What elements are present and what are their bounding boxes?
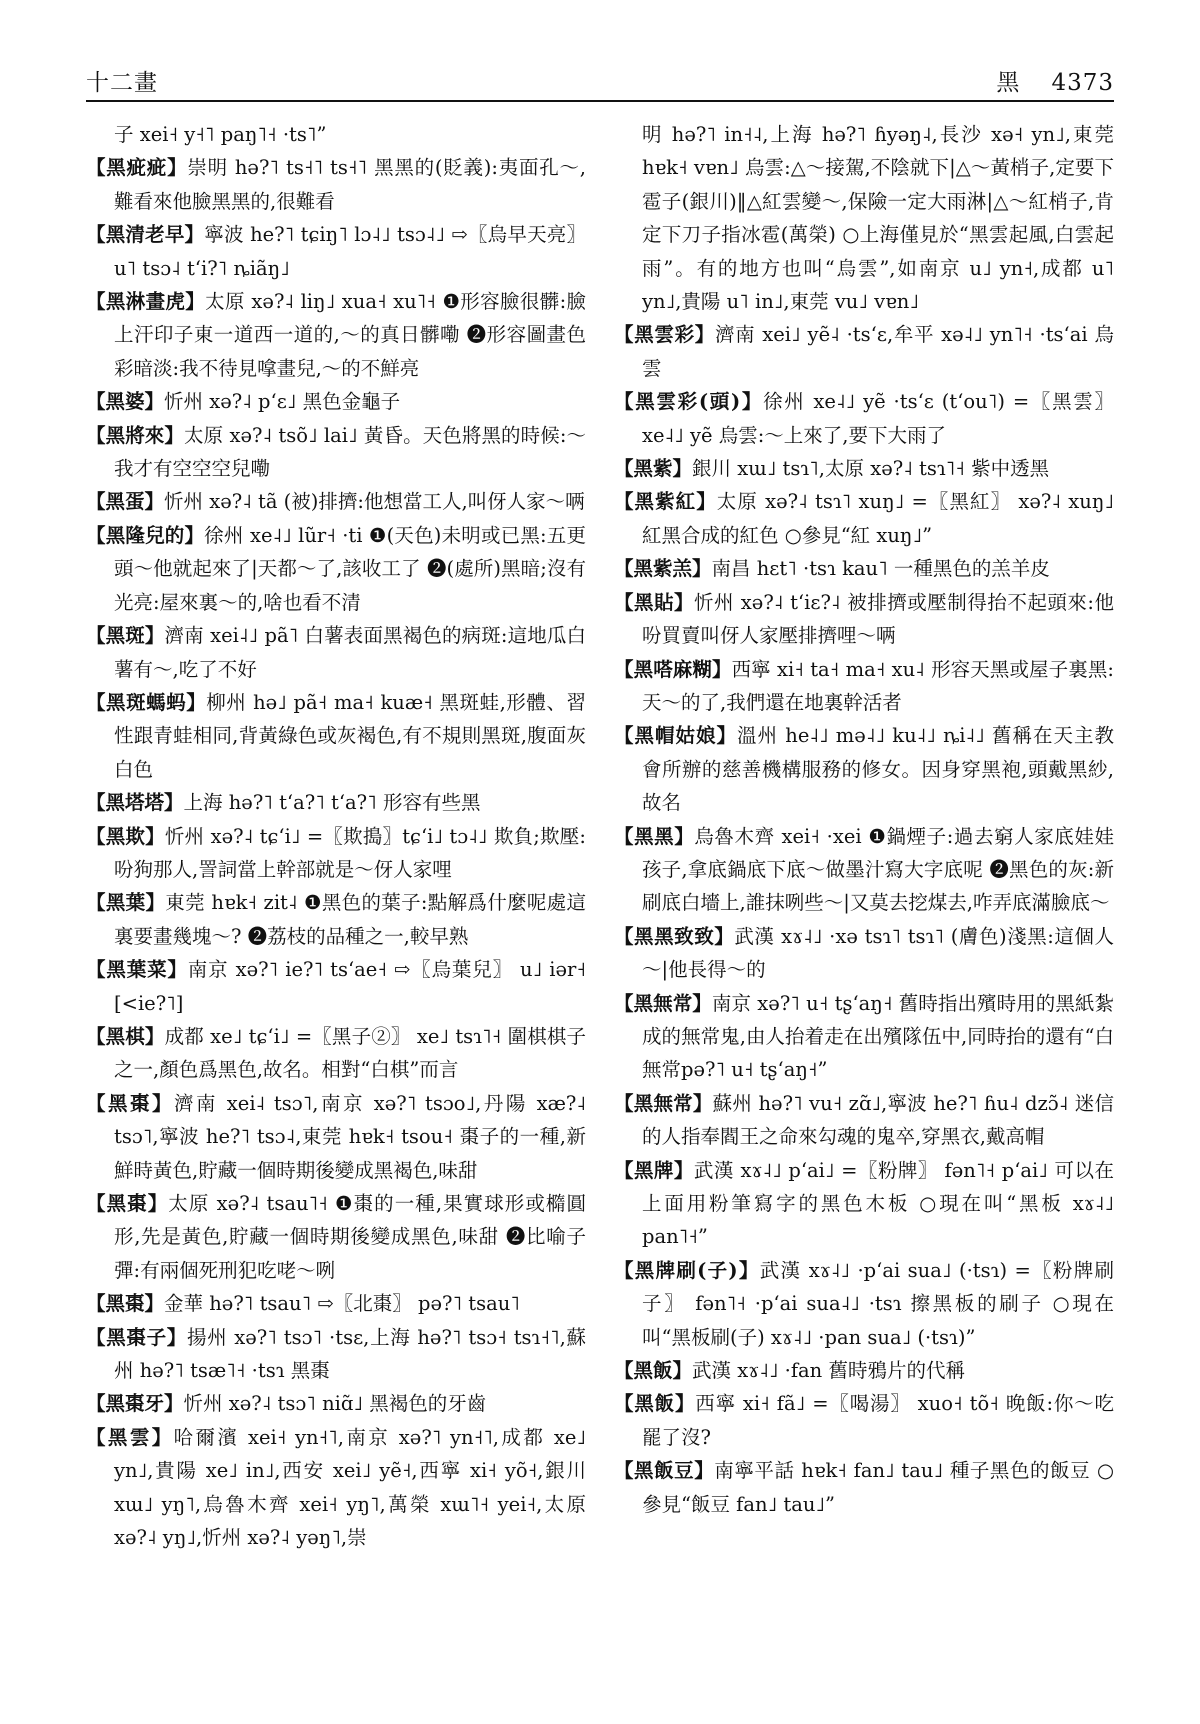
entry-headword: 【黑雲】 — [86, 1425, 174, 1449]
dictionary-entry — [86, 1087, 586, 1187]
entry-headword: 【黑貼】 — [614, 590, 695, 614]
entry-body: 太原 xə?˨ tsau˥˧ ❶棗的一種,果實球形或橢圓形,先是黃色,貯藏一個時期後變成黑色,味甜 ❷比喻子彈:有兩個死刑犯吃咾～咧 — [114, 1192, 586, 1282]
dictionary-entry — [86, 218, 586, 285]
dictionary-entry — [86, 1187, 586, 1287]
entry-body: 武漢 xɤ˨˩ ·xə tsɿ˥ tsɿ˥ (膚色)淺黑:這個人～|他長得～的 — [642, 924, 1114, 982]
dictionary-entry — [86, 485, 586, 518]
entry-body: 上海 hə?˥ tʻa?˥ tʻa?˥ 形容有些黑 — [183, 791, 481, 815]
entry-body: 太原 xə?˨ tsɿ˥ xuŋ˩ =〖黑紅〗 xə?˨ xuŋ˩ 紅黑合成的紅色 ○參見“紅 xuŋ˩” — [642, 490, 1114, 547]
entry-body: 濟南 xei˨˩ pã˥ 白薯表面黑褐色的病斑:這地瓜白薯有～,吃了不好 — [114, 624, 586, 681]
dictionary-entry — [614, 586, 1114, 653]
entry-body: 金華 hə?˥ tsau˥ ⇨〖北棗〗 pə?˥ tsau˥ — [164, 1292, 520, 1316]
dictionary-entry — [86, 619, 586, 686]
entry-headword: 【黑紫羔】 — [614, 557, 712, 581]
entry-headword: 【黑無常】 — [614, 991, 712, 1015]
entry-headword: 【黑牌】 — [614, 1158, 694, 1182]
dictionary-entry — [614, 1387, 1114, 1454]
entry-body: 東莞 hɐk˧ zit˨ ❶黑色的葉子:點解爲什麼呢處這裏要畫幾塊～? ❷荔枝的品種之一,較早熟 — [114, 891, 586, 948]
radical-label: 黑 — [996, 70, 1021, 96]
entry-headword: 【黑棗】 — [86, 1292, 165, 1316]
entry-body: 濟南 xei˩ yẽ˨ ·tsʻɛ,牟平 xə˨˩ yn˥˧ ·tsʻai 烏雲 — [642, 323, 1114, 380]
entry-body: 西寧 xi˧ fã˩ =〖喝湯〗 xuo˧ tõ˧ 晚飯:你～吃罷了沒? — [642, 1392, 1114, 1449]
dictionary-entry — [614, 385, 1114, 452]
dictionary-entry — [86, 1421, 586, 1555]
dictionary-entry — [614, 987, 1114, 1087]
entry-body: 太原 xə?˨ tsõ˩ lai˩ 黃昏。天色將黑的時候:～我才有空空空兒嘞 — [114, 423, 586, 481]
entry-headword: 【黑帽姑娘】 — [614, 724, 738, 748]
dictionary-entry — [86, 118, 586, 151]
entry-headword: 【黑棗子】 — [86, 1325, 187, 1349]
dictionary-entry — [86, 1321, 586, 1388]
entry-body: 太原 xə?˨ liŋ˩ xua˧ xu˥˧ ❶形容臉很髒:臉上汗印子東一道西一道的,～的真日髒嘞 ❷形容圖畫色彩暗淡:我不待見嗱畫兒,～的不鮮亮 — [114, 290, 586, 380]
entry-body: 明 hə?˥ in˧˨,上海 hə?˥ ɦyəŋ˨,長沙 xə˧ yn˩,東莞 hɐk˧ vɐn˩ 烏雲:△～接駕,不陰就下|△～黃梢子,定要下雹子(銀川)‖△紅雲變～,保險一定大雨淋|△～紅梢子,肯定下刀子指冰雹(萬榮) ○上海僅見於“黑雲起風,白雲起雨”。有的地方也叫“烏雲”,如南京 u˩ yn˧,成都 u˥ yn˩,貴陽 u˥ in˩,東莞 vu˩ vɐn˩ — [642, 123, 1114, 314]
entry-body: 揚州 xə?˥ tsɔ˥ ·tsɛ,上海 hə?˥ tsɔ˧ tsɿ˧˥,蘇州 hə?˥ tsæ˥˧ ·tsɿ 黑棗 — [114, 1325, 586, 1383]
entry-body: 蘇州 hə?˥ vu˧ zɑ̃˩,寧波 he?˥ ɦu˨ dzɔ̃˨ 迷信的人指奉閻王之命來勾魂的鬼卒,穿黑衣,戴高帽 — [642, 1091, 1114, 1149]
entry-headword: 【黑棗牙】 — [86, 1392, 184, 1416]
entry-body: 武漢 xɤ˨˩ pʻai˩ =〖粉牌〗 fən˥˧ pʻai˩ 可以在上面用粉筆寫字的黑色木板 ○現在叫“黑板 xɤ˨˩ pan˥˧” — [642, 1158, 1114, 1249]
entry-headword: 【黑隆兒的】 — [86, 523, 205, 547]
entry-headword: 【黑婆】 — [86, 390, 165, 414]
dictionary-entry — [86, 1387, 586, 1420]
dictionary-entry — [86, 953, 586, 1020]
dictionary-entry — [614, 1254, 1114, 1354]
header-divider — [86, 100, 1114, 102]
left-column — [86, 118, 586, 1688]
header-right — [996, 68, 1114, 98]
dictionary-entry — [614, 1354, 1114, 1387]
entry-headword: 【黑葉】 — [86, 891, 166, 915]
entry-headword: 【黑疵疵】 — [86, 156, 188, 180]
dictionary-entry — [614, 820, 1114, 920]
entry-body: 崇明 hə?˥ ts˧˥ ts˧˥ 黑黑的(貶義):夷面孔～,難看來他臉黑黑的,很難看 — [114, 156, 586, 213]
dictionary-entry — [614, 552, 1114, 585]
entry-headword: 【黑雲彩】 — [614, 323, 715, 347]
entry-headword: 【黑斑】 — [86, 624, 165, 648]
entry-headword: 【黑黑致致】 — [614, 924, 735, 948]
entry-body: 溫州 he˨˩ mə˨˩ ku˨˩ ȵi˨˩ 舊稱在天主教會所辦的慈善機構服務的修女。因身穿黑袍,頭戴黑紗,故名 — [642, 724, 1114, 815]
entry-body: 南昌 hɛt˥ ·tsɿ kau˥ 一種黑色的羔羊皮 — [711, 557, 1050, 581]
entry-headword: 【黑飯】 — [614, 1359, 693, 1383]
entry-headword: 【黑淋畫虎】 — [86, 290, 206, 314]
right-column — [614, 118, 1114, 1688]
entry-body: 徐州 xe˨˩ yẽ ·tsʻɛ (tʻou˥) =〖黑雲〗 xe˨˩ yẽ 烏雲:～上來了,要下大雨了 — [642, 390, 1114, 447]
dictionary-entry — [86, 686, 586, 786]
entry-body: 忻州 xə?˨ tã (被)排擠:他想當工人,叫伢人家～唡 — [164, 490, 585, 514]
page-number: 4373 — [1051, 70, 1114, 96]
entry-headword: 【黑牌刷(子)】 — [614, 1258, 760, 1282]
entry-body: 烏魯木齊 xei˧ ·xei ❶鍋煙子:過去窮人家底娃娃孩子,拿底鍋底下底～做墨汁寫大字底呢 ❷黑色的灰:新刷底白墻上,誰抹咧些～|又莫去挖煤去,咋弄底滿臉底～ — [642, 824, 1114, 915]
dictionary-entry — [86, 419, 586, 486]
stroke-count-label: 十二畫 — [86, 70, 158, 96]
entry-headword: 【黑欺】 — [86, 824, 165, 848]
entry-body: 哈爾濱 xei˧ yn˧˥,南京 xə?˥ yn˧˥,成都 xe˩ yn˩,貴陽 xe˩ in˩,西安 xei˩ yẽ˧,西寧 xi˧ yõ˧,銀川 xɯ˩ yŋ˥,烏魯木齊 xei˧ yŋ˥,萬榮 xɯ˥˧ yei˧,太原 xə?˨ yŋ˩,忻州 xə?˨ yəŋ˥,崇 — [114, 1425, 586, 1550]
entry-body: 武漢 xɤ˨˩ ·fan 舊時鴉片的代稱 — [692, 1359, 965, 1383]
page-header — [86, 58, 1114, 98]
dictionary-entry — [614, 1454, 1114, 1521]
entry-headword: 【黑雲彩(頭)】 — [614, 390, 764, 414]
dictionary-entry — [86, 786, 586, 819]
dictionary-entry — [86, 1287, 586, 1320]
dictionary-entry — [614, 318, 1114, 385]
entry-body: 南寧平話 hɐk˧ fan˩ tau˩ 種子黑色的飯豆 ○參見“飯豆 fan˩ tau˩” — [642, 1459, 1114, 1516]
dictionary-entry — [614, 653, 1114, 720]
entry-headword: 【黑棋】 — [86, 1024, 165, 1048]
dictionary-entry — [614, 1154, 1114, 1254]
dictionary-entry — [614, 452, 1114, 485]
dictionary-entry — [86, 151, 586, 218]
entry-body: 濟南 xei˨ tsɔ˥,南京 xə?˥ tsɔo˩,丹陽 xæ?˨ tsɔ˥,寧波 he?˥ tsɔ˨,東莞 hɐk˧ tsou˧ 棗子的一種,新鮮時黃色,貯藏一個時期後變成黑褐色,味甜 — [114, 1091, 586, 1182]
entry-body: 忻州 xə?˨ tsɔ˥ niɑ̃˩ 黑褐色的牙齒 — [183, 1392, 487, 1416]
entry-body: 南京 xə?˥ u˧ tʂʻaŋ˧ 舊時指出殯時用的黑紙紮成的無常鬼,由人抬着走在出殯隊伍中,同時抬的還有“白無常pə?˥ u˧ tʂʻaŋ˧” — [642, 991, 1114, 1082]
dictionary-entry — [86, 1020, 586, 1087]
entry-body: 子 xei˧ y˧˥ paŋ˥˧ ·ts˥” — [114, 123, 327, 146]
entry-body: 寧波 he?˥ tɕiŋ˥ lɔ˨˩ tsɔ˨˩ ⇨〖烏早天亮〗 u˥ tsɔ˨ tʻi?˥ ȵiãŋ˩ — [114, 223, 586, 280]
entry-headword: 【黑紫紅】 — [614, 490, 717, 514]
entry-headword: 【黑無常】 — [614, 1091, 713, 1115]
entry-headword: 【黑嗒麻糊】 — [614, 657, 732, 681]
entry-headword: 【黑蛋】 — [86, 490, 165, 514]
entry-body: 徐州 xe˨˩ lũr˧ ·ti ❶(天色)未明或已黑:五更頭～他就起來了|天都～了,該收工了 ❷(處所)黑暗;沒有光亮:屋來裏～的,啥也看不清 — [114, 523, 586, 614]
entry-body: 柳州 hə˩ pã˧ ma˧ kuæ˧ 黑斑蛙,形體、習性跟青蛙相同,背黃綠色或灰褐色,有不規則黑斑,腹面灰白色 — [114, 690, 586, 781]
dictionary-entry — [614, 719, 1114, 819]
dictionary-entry — [86, 519, 586, 619]
dictionary-entry — [86, 385, 586, 418]
entry-headword: 【黑塔塔】 — [86, 791, 184, 815]
entry-headword: 【黑飯豆】 — [614, 1459, 715, 1483]
dictionary-entry — [86, 820, 586, 887]
entry-body: 銀川 xɯ˩ tsɿ˥,太原 xə?˨ tsɿ˥˧ 紫中透黑 — [692, 457, 1050, 481]
dictionary-entry — [614, 920, 1114, 987]
dictionary-entry — [614, 1087, 1114, 1154]
entry-headword: 【黑將來】 — [86, 423, 184, 447]
entry-headword: 【黑棗】 — [86, 1192, 169, 1215]
entry-headword: 【黑黑】 — [614, 824, 695, 848]
dictionary-entry — [614, 485, 1114, 552]
entry-headword: 【黑紫】 — [614, 457, 693, 481]
entry-body: 忻州 xə?˨ pʻɛ˩ 黑色金龜子 — [164, 390, 401, 414]
dictionary-entry — [86, 285, 586, 385]
entry-body: 成都 xe˩ tɕʻi˩ =〖黑子②〗 xe˩ tsɿ˥˧ 圍棋棋子之一,顏色爲黑色,故名。相對“白棋”而言 — [114, 1024, 586, 1082]
entry-body: 武漢 xɤ˨˩ ·pʻai sua˩ (·tsɿ) =〖粉牌刷子〗 fən˥˧ ·pʻai sua˨˩ ·tsɿ 擦黑板的刷子 ○現在叫“黑板刷(子) xɤ˨˩ ·pan sua˩ (·tsɿ)” — [642, 1258, 1114, 1349]
entry-body: 西寧 xi˧ ta˧ ma˧ xu˨ 形容天黑或屋子裏黑:天～的了,我們還在地裏幹活者 — [642, 657, 1114, 714]
dictionary-entry — [86, 886, 586, 953]
entry-body: 忻州 xə?˨ tɕʻi˩ =〖欺搗〗tɕʻi˩ tɔ˨˩ 欺負;欺壓:吩狗那人,詈詞當上幹部就是～伢人家哩 — [114, 824, 586, 881]
entry-headword: 【黑棗】 — [86, 1091, 175, 1115]
entry-headword: 【黑飯】 — [614, 1392, 696, 1416]
entry-body: 南京 xə?˥ ie?˥ tsʻae˧ ⇨〖烏葉兒〗 u˩ iər˧ [<ie?˥] — [114, 958, 586, 1015]
dictionary-entry — [614, 118, 1114, 318]
entry-headword: 【黑清老早】 — [86, 223, 205, 247]
entry-headword: 【黑斑螞蚂】 — [86, 690, 207, 714]
entry-body: 忻州 xə?˨ tʻiɛ?˨ 被排擠或壓制得抬不起頭來:他吩買賣叫伢人家壓排擠哩～唡 — [642, 590, 1114, 648]
entry-headword: 【黑葉菜】 — [86, 958, 188, 982]
